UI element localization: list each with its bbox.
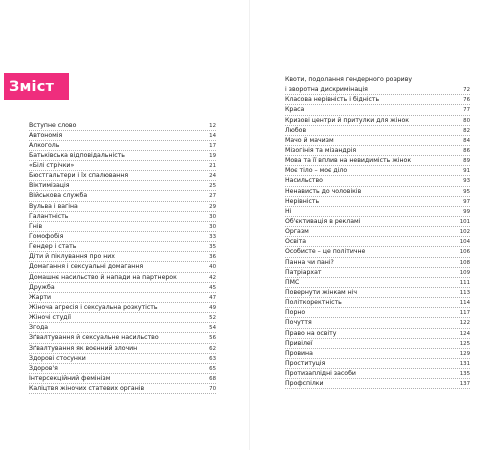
toc-entry[interactable] xyxy=(285,176,470,186)
toc-entry-page-number: 93 xyxy=(463,178,470,185)
toc-entry-label: Алкоголь xyxy=(29,141,60,149)
toc-entry-label: Зґвалтування й сексуальне насильство xyxy=(29,334,159,342)
toc-entry[interactable] xyxy=(29,151,216,161)
toc-entry[interactable] xyxy=(285,146,470,156)
toc-entry-label: Згода xyxy=(29,324,49,332)
toc-entry-page-number: 86 xyxy=(463,147,470,154)
toc-entry-page-number: 89 xyxy=(463,158,470,165)
toc-entry-label: Батьківська відповідальність xyxy=(29,151,125,159)
toc-entry-page-number: 40 xyxy=(209,264,216,271)
toc-entry[interactable] xyxy=(29,191,216,201)
toc-entry-label: Інтерсекційний фемінізм xyxy=(29,375,111,383)
toc-entry-label: Провина xyxy=(285,349,313,357)
toc-entry-label: Гендер і стать xyxy=(29,243,77,251)
toc-entry-page-number: 125 xyxy=(459,340,470,347)
toc-entry-label: Нерівність xyxy=(285,197,320,205)
toc-entry[interactable] xyxy=(29,131,216,141)
toc-entry-label: Оргазм xyxy=(285,228,309,236)
toc-entry-label: Віктимізація xyxy=(29,182,70,190)
toc-entry-label: Автономія xyxy=(29,131,63,139)
toc-entry-label: Діти й піклування про них xyxy=(29,253,115,261)
toc-entry-page-number: 117 xyxy=(459,310,470,317)
toc-entry-page-number: 36 xyxy=(209,254,216,261)
toc-entry[interactable] xyxy=(29,242,216,252)
toc-entry-page-number: 82 xyxy=(463,127,470,134)
toc-entry-page-number: 17 xyxy=(209,142,216,149)
toc-entry-label: і зворотна дискримінація xyxy=(285,86,368,94)
toc-entry-label: Гнів xyxy=(29,222,43,230)
toc-entry-page-number: 33 xyxy=(209,234,216,241)
toc-entry[interactable] xyxy=(285,258,470,268)
toc-entry-page-number: 24 xyxy=(209,173,216,180)
toc-entry-label: Жіноча агресія і сексуальна розкутість xyxy=(29,304,158,312)
toc-entry-page-number: 106 xyxy=(459,249,470,256)
toc-entry[interactable] xyxy=(29,222,216,232)
toc-entry-page-number: 102 xyxy=(459,229,470,236)
toc-entry-label: Любов xyxy=(285,126,307,134)
toc-entry-page-number: 122 xyxy=(459,320,470,327)
toc-entry-label: Галантність xyxy=(29,212,69,220)
toc-entry[interactable] xyxy=(29,141,216,151)
toc-entry[interactable] xyxy=(29,323,216,333)
toc-right-column xyxy=(285,75,470,389)
toc-entry-label: Ні xyxy=(285,207,292,215)
toc-entry-label: Кризові центри й притулки для жінок xyxy=(285,116,410,124)
toc-entry[interactable] xyxy=(285,217,470,227)
toc-entry-page-number: 91 xyxy=(463,168,470,175)
toc-entry-page-number: 27 xyxy=(209,193,216,200)
toc-entry-page-number: 42 xyxy=(209,274,216,281)
toc-entry[interactable] xyxy=(285,85,470,95)
contents-title-banner xyxy=(4,73,69,100)
toc-entry-label: Мова та її вплив на невидимість жінок xyxy=(285,157,412,165)
toc-entry-page-number: 70 xyxy=(209,386,216,393)
toc-entry-label: Почуття xyxy=(285,319,312,327)
toc-entry[interactable] xyxy=(29,364,216,374)
toc-entry[interactable] xyxy=(29,313,216,323)
toc-entry-label: Здорові стосунки xyxy=(29,354,86,362)
toc-entry[interactable] xyxy=(29,171,216,181)
toc-entry-label: Здоров'я xyxy=(29,364,58,372)
toc-entry-label: Бюстгальтери і їх спалювання xyxy=(29,172,129,180)
toc-entry-page-number: 80 xyxy=(463,117,470,124)
toc-entry-page-number: 129 xyxy=(459,350,470,357)
toc-entry[interactable] xyxy=(285,268,470,278)
toc-entry-page-number: 104 xyxy=(459,239,470,246)
toc-entry-label: Дружба xyxy=(29,283,55,291)
toc-entry[interactable] xyxy=(285,166,470,176)
toc-entry[interactable] xyxy=(29,252,216,262)
toc-entry-label: Привілеї xyxy=(285,339,313,347)
toc-entry-page-number: 52 xyxy=(209,315,216,322)
toc-entry[interactable] xyxy=(285,105,470,115)
toc-entry-label: Протизаплідні засоби xyxy=(285,370,356,378)
toc-entry-label: Гомофобія xyxy=(29,233,64,241)
book-spine xyxy=(249,0,250,450)
toc-entry-page-number: 114 xyxy=(459,300,470,307)
toc-entry-label: Домашнє насильство й напади на партнерок xyxy=(29,273,177,281)
toc-entry-label: Особисте – це політичне xyxy=(285,248,366,256)
toc-entry[interactable] xyxy=(285,187,470,197)
toc-entry-page-number: 84 xyxy=(463,137,470,144)
toc-entry[interactable] xyxy=(285,369,470,379)
toc-entry-page-number: 62 xyxy=(209,345,216,352)
toc-entry-page-number: 109 xyxy=(459,269,470,276)
toc-entry-label: Квоти, подолання гендерного розриву xyxy=(285,76,413,83)
toc-entry-page-number: 49 xyxy=(209,305,216,312)
toc-entry[interactable] xyxy=(285,329,470,339)
toc-entry[interactable] xyxy=(285,349,470,359)
toc-entry-label: Порно xyxy=(285,309,306,317)
toc-entry-page-number: 63 xyxy=(209,355,216,362)
toc-entry[interactable] xyxy=(29,262,216,272)
toc-entry-page-number: 95 xyxy=(463,188,470,195)
toc-entry[interactable] xyxy=(285,75,470,85)
toc-entry-page-number: 99 xyxy=(463,208,470,215)
toc-entry-page-number: 47 xyxy=(209,294,216,301)
toc-entry[interactable] xyxy=(285,318,470,328)
toc-entry[interactable] xyxy=(29,354,216,364)
toc-entry-label: Профспілки xyxy=(285,380,324,388)
toc-entry-page-number: 12 xyxy=(209,122,216,129)
toc-entry-page-number: 30 xyxy=(209,223,216,230)
toc-entry-label: Вступне слово xyxy=(29,121,77,129)
toc-entry[interactable] xyxy=(285,247,470,257)
toc-entry-page-number: 29 xyxy=(209,203,216,210)
toc-entry[interactable] xyxy=(29,202,216,212)
toc-entry-page-number: 19 xyxy=(209,152,216,159)
toc-entry[interactable] xyxy=(285,126,470,136)
toc-entry[interactable] xyxy=(285,379,470,389)
toc-entry-page-number: 54 xyxy=(209,325,216,332)
toc-entry-page-number: 137 xyxy=(459,381,470,388)
toc-entry-label: Мачо й мачизм xyxy=(285,136,334,144)
toc-entry[interactable] xyxy=(285,95,470,105)
toc-entry-label: Військова служба xyxy=(29,192,88,200)
toc-entry[interactable] xyxy=(285,278,470,288)
toc-entry-label: Право на освіту xyxy=(285,329,337,337)
toc-entry-label: Моє тіло – моє діло xyxy=(285,167,348,175)
toc-entry-label: Повернути жінкам ніч xyxy=(285,288,358,296)
toc-entry-page-number: 65 xyxy=(209,365,216,372)
toc-entry-page-number: 135 xyxy=(459,371,470,378)
toc-entry-page-number: 101 xyxy=(459,218,470,225)
toc-entry-page-number: 131 xyxy=(459,360,470,367)
toc-entry-page-number: 97 xyxy=(463,198,470,205)
toc-entry[interactable] xyxy=(285,156,470,166)
toc-entry-label: Об'єктивація в рекламі xyxy=(285,217,361,225)
toc-entry-label: Мізогінія та мізандрія xyxy=(285,146,357,154)
toc-entry[interactable] xyxy=(29,283,216,293)
toc-entry-label: Жіночі студії xyxy=(29,314,71,322)
toc-entry-label: Жарти xyxy=(29,293,52,301)
toc-entry[interactable] xyxy=(285,116,470,126)
toc-entry[interactable] xyxy=(29,374,216,384)
toc-entry[interactable] xyxy=(285,308,470,318)
toc-entry-label: Насильство xyxy=(285,177,323,185)
toc-entry[interactable] xyxy=(29,212,216,222)
toc-entry[interactable] xyxy=(29,303,216,313)
toc-entry[interactable] xyxy=(29,181,216,191)
toc-entry[interactable] xyxy=(29,384,216,394)
toc-entry-label: Зґвалтування як воєнний злочин xyxy=(29,344,138,352)
toc-entry[interactable] xyxy=(29,161,216,171)
toc-entry-label: Ненависть до чоловіків xyxy=(285,187,362,195)
toc-entry-page-number: 76 xyxy=(463,97,470,104)
toc-entry[interactable] xyxy=(285,359,470,369)
toc-entry[interactable] xyxy=(29,232,216,242)
toc-entry-label: ПМС xyxy=(285,278,300,286)
toc-entry[interactable] xyxy=(285,136,470,146)
toc-entry[interactable] xyxy=(29,333,216,343)
toc-entry[interactable] xyxy=(285,288,470,298)
toc-entry-page-number: 68 xyxy=(209,376,216,383)
toc-entry-page-number: 45 xyxy=(209,284,216,291)
toc-entry-label: Каліцтвя жіночих статевих органів xyxy=(29,385,145,393)
toc-entry-page-number: 30 xyxy=(209,213,216,220)
toc-entry[interactable] xyxy=(285,227,470,237)
toc-entry-label: Політкоректність xyxy=(285,299,342,307)
toc-entry[interactable] xyxy=(285,197,470,207)
toc-entry-page-number: 72 xyxy=(463,87,470,94)
toc-entry[interactable] xyxy=(285,237,470,247)
toc-entry-page-number: 35 xyxy=(209,244,216,251)
toc-entry-page-number: 77 xyxy=(463,107,470,114)
toc-entry-page-number: 124 xyxy=(459,330,470,337)
toc-entry-label: Домагання і сексуальні домагання xyxy=(29,263,144,271)
toc-entry-label: Проституція xyxy=(285,359,326,367)
toc-entry-label: Краса xyxy=(285,106,305,114)
toc-entry[interactable] xyxy=(29,273,216,283)
toc-entry-label: Патріархат xyxy=(285,268,322,276)
toc-entry-page-number: 113 xyxy=(459,289,470,296)
toc-entry[interactable] xyxy=(29,121,216,131)
toc-entry[interactable] xyxy=(29,293,216,303)
toc-entry[interactable] xyxy=(285,339,470,349)
toc-entry-page-number: 56 xyxy=(209,335,216,342)
contents-title: Зміст xyxy=(9,78,55,95)
toc-entry-label: Освіта xyxy=(285,238,307,246)
toc-entry-label: Класова нерівність і бідність xyxy=(285,96,380,104)
toc-entry[interactable] xyxy=(29,344,216,354)
toc-entry-page-number: 21 xyxy=(209,163,216,170)
toc-entry-label: Панна чи пані? xyxy=(285,258,334,266)
toc-entry-page-number: 25 xyxy=(209,183,216,190)
toc-entry[interactable] xyxy=(285,298,470,308)
toc-entry-page-number: 14 xyxy=(209,132,216,139)
toc-left-column xyxy=(29,121,216,395)
toc-entry-page-number: 111 xyxy=(459,279,470,286)
toc-entry-label: Вульва і вагіна xyxy=(29,202,78,210)
toc-entry[interactable] xyxy=(285,207,470,217)
toc-entry-page-number: 108 xyxy=(459,259,470,266)
toc-entry-label: «Білі стрічки» xyxy=(29,162,75,170)
